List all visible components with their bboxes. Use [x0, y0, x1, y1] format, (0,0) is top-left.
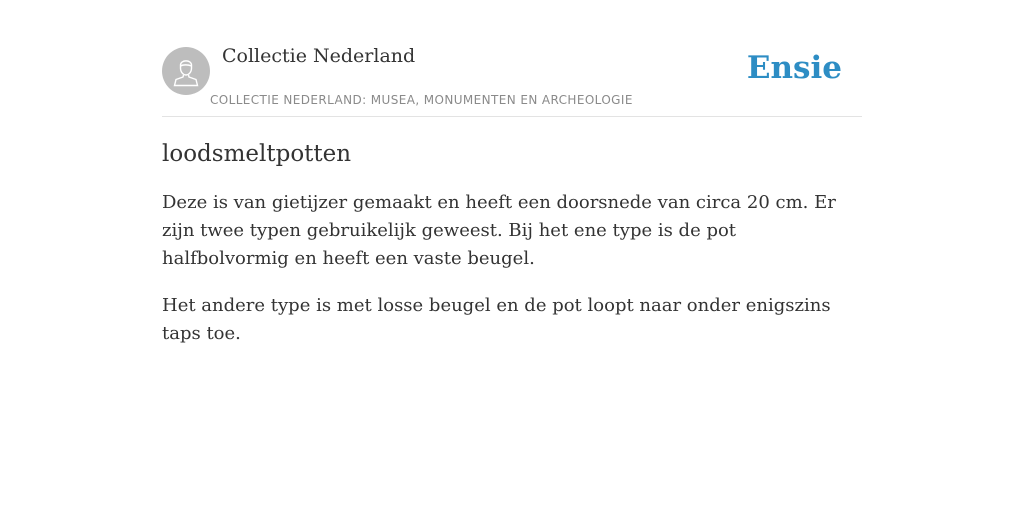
entry-paragraph: Deze is van gietijzer gemaakt en heeft een doorsnede van circa 20 cm. Er zijn twee typen gebruikelijk geweest. Bij het ene type is de pot halfbolvormig en heeft een vaste beugel. — [162, 192, 836, 269]
collection-link[interactable]: COLLECTIE NEDERLAND: MUSEA, MONUMENTEN EN ARCHEOLOGIE — [210, 93, 633, 107]
author-avatar[interactable] — [162, 47, 210, 95]
brand-logo-link[interactable]: Ensie — [746, 50, 842, 86]
entry-paragraph: Het andere type is met losse beugel en de pot loopt naar onder enigszins taps toe. — [162, 295, 831, 344]
entry-content — [162, 138, 852, 367]
author-name-link[interactable]: Collectie Nederland — [222, 45, 416, 67]
user-silhouette-icon — [171, 55, 201, 87]
entry-header — [162, 0, 862, 117]
entry-title: loodsmeltpotten — [162, 141, 352, 167]
